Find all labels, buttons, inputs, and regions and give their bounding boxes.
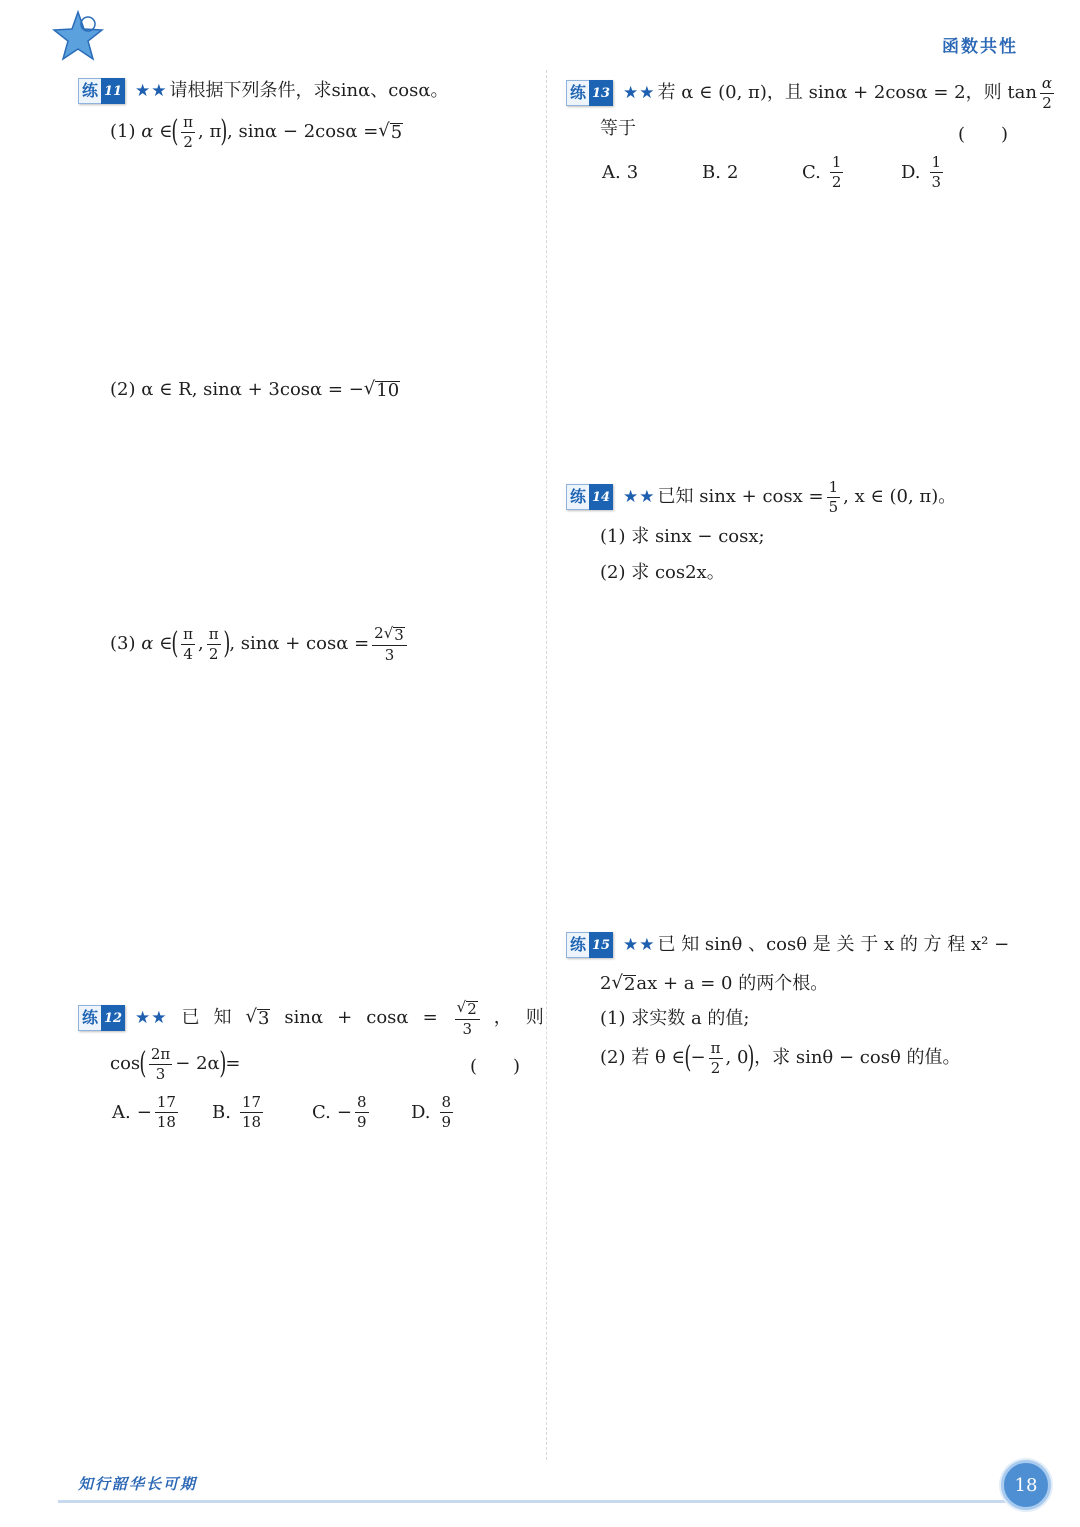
problem-11-part-3 (110, 624, 410, 664)
part-2-lead: (2) 若 θ ∈ (600, 1047, 685, 1068)
problem-15-header (566, 932, 1009, 958)
answer-blank-12: ( ) (470, 1056, 521, 1077)
fraction-1-over-5: $\frac{1}{5}$ (828, 477, 839, 516)
problem-14-part-1: (1) 求 sinx − cosx; (600, 526, 765, 547)
problem-14-part-2: (2) 求 cos2x。 (600, 562, 725, 583)
fraction-alpha-over-2: $\frac{\alpha}{2}$ (1041, 73, 1053, 112)
condition-text: α ∈ R, sinα + 3cosα = − (141, 379, 364, 400)
cos-alpha: cosα (366, 1007, 409, 1028)
fraction-pi-over-2: $\frac{\pi}{2}$ (710, 1038, 721, 1077)
problem-15-prompt: 已 知 sinθ 、cosθ 是 关 于 x 的 方 程 x² − (657, 934, 1010, 955)
tag-number: 11 (101, 78, 125, 104)
problem-13-header (566, 74, 1057, 112)
part-label: (2) (110, 379, 136, 400)
fraction-2sqrt3-over-3: 2 √ 3 3 (372, 626, 407, 663)
option-c-13: C. $\frac{1}{2}$ (802, 152, 842, 191)
problem-12-tag (78, 1005, 125, 1031)
logo-star-icon (52, 10, 104, 62)
fraction-pi-over-2: $\frac{\pi}{2}$ (183, 112, 194, 151)
tag-number: 14 (589, 484, 613, 510)
part-label: (1) (110, 121, 136, 142)
problem-11-prompt: 请根据下列条件，求sinα、cosα。 (169, 80, 449, 101)
option-d-13: D. $\frac{1}{3}$ (901, 152, 942, 191)
problem-13-line-2: 等于 (600, 118, 636, 139)
part-label: (3) (110, 633, 136, 654)
tag-number: 13 (589, 80, 613, 106)
option-d-12: D. $\frac{8}{9}$ (411, 1092, 452, 1131)
problem-12-header (78, 998, 558, 1038)
sqrt-2: √ 2 (611, 972, 636, 995)
problem-14-header (566, 478, 956, 516)
option-a-13: A. 3 (602, 162, 639, 183)
option-c-12: C. − $\frac{8}{9}$ (312, 1092, 367, 1131)
logo (52, 10, 104, 62)
fraction-pi-over-2: $\frac{\pi}{2}$ (208, 624, 219, 663)
difficulty-stars: ★★ (623, 486, 656, 507)
problem-15-line-2: 2 √ 2 ax + a = 0 的两个根。 (600, 972, 829, 995)
footer-rule (58, 1500, 1032, 1503)
cos-text: cos (110, 1053, 141, 1074)
minus-two-alpha: − 2α (175, 1053, 220, 1074)
problem-11-part-2 (110, 380, 400, 400)
problem-13-tag (566, 80, 613, 106)
sqrt-3: √ 3 (245, 1006, 270, 1029)
problem-12-line-2 (110, 1044, 241, 1084)
word-then: 则 (525, 1007, 544, 1028)
problem-13-prompt: 若 α ∈ (0, π)，且 sinα + 2cosα = 2，则 tan (657, 82, 1037, 103)
option-b-12: B. $\frac{17}{18}$ (212, 1092, 262, 1131)
tag-label: 练 (566, 80, 589, 106)
sqrt-5: √ 5 (378, 120, 403, 143)
problem-11-header (78, 78, 449, 104)
comma: , (198, 633, 204, 654)
problem-14-prompt: 已知 sinx + cosx = (657, 486, 824, 507)
tag-label: 练 (78, 78, 101, 104)
option-b-13: B. 2 (702, 162, 739, 183)
sin-alpha: sinα (284, 1007, 324, 1028)
problem-14-prompt-tail: , x ∈ (0, π)。 (843, 486, 957, 507)
fraction-sqrt2-over-3: √ 2 3 (455, 1000, 480, 1037)
equation-text: , sinα − 2cosα = (227, 121, 379, 142)
tag-number: 15 (589, 932, 613, 958)
right-paren-glyph: ) (747, 1040, 755, 1075)
word: 知 (213, 1007, 232, 1028)
equation-rest: ax + a = 0 的两个根。 (636, 973, 829, 994)
word: 已 (181, 1007, 200, 1028)
difficulty-stars: ★★ (623, 934, 656, 955)
column-divider (546, 70, 547, 1460)
tag-label: 练 (78, 1005, 101, 1031)
problem-11-tag (78, 78, 125, 104)
difficulty-stars: ★★ (135, 1007, 168, 1028)
fraction-pi-over-4: $\frac{\pi}{4}$ (183, 624, 194, 663)
problem-15-part-2: (2) 若 θ ∈ ( − $\frac{\pi}{2}$ , 0 ) ，求 sinθ − cosθ 的值。 (600, 1038, 961, 1077)
right-paren-glyph: ) (219, 1046, 227, 1081)
comma: ， (493, 1007, 512, 1028)
footer-motto: 知行韶华长可期 (78, 1475, 198, 1493)
section-title: 函数共性 (942, 37, 1018, 57)
sqrt-10: √ 10 (363, 378, 400, 401)
right-paren-glyph: ) (220, 114, 228, 149)
interval-end: , π (198, 121, 222, 142)
tag-number: 12 (101, 1005, 125, 1031)
left-paren-glyph: ( (684, 1040, 692, 1075)
difficulty-stars: ★★ (135, 80, 168, 101)
equals-sign: = (225, 1053, 241, 1074)
problem-15-part-1: (1) 求实数 a 的值; (600, 1008, 750, 1029)
fraction-2pi-over-3: $\frac{2\pi}{3}$ (150, 1044, 171, 1083)
equals-sign: = (422, 1007, 438, 1028)
plus-sign: + (337, 1007, 353, 1028)
difficulty-stars: ★★ (623, 82, 656, 103)
condition-text: α ∈ (141, 121, 173, 142)
right-paren-glyph: ) (222, 626, 230, 661)
answer-blank-13: ( ) (958, 124, 1009, 145)
tag-label: 练 (566, 932, 589, 958)
problem-15-tag (566, 932, 613, 958)
equation-text: , sinα + cosα = (229, 633, 370, 654)
tag-label: 练 (566, 484, 589, 510)
condition-text: α ∈ (141, 633, 173, 654)
problem-11-part-1 (110, 114, 403, 150)
part-2-tail: ，求 sinθ − cosθ 的值。 (754, 1047, 961, 1068)
left-paren-glyph: ( (171, 626, 179, 661)
page-number: 18 (1001, 1460, 1051, 1510)
problem-14-tag (566, 484, 613, 510)
left-paren-glyph: ( (171, 114, 179, 149)
left-paren-glyph: ( (139, 1046, 147, 1081)
option-a-12: A. − $\frac{17}{18}$ (112, 1092, 176, 1131)
